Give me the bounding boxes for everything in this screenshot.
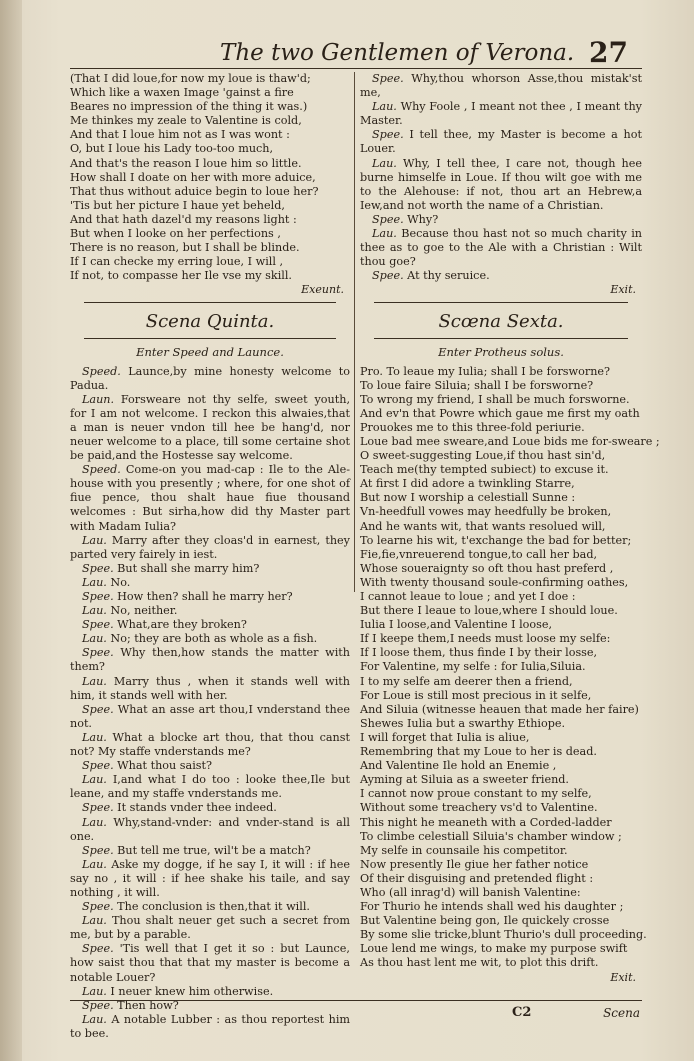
speaker-prefix: Lau. — [82, 773, 107, 787]
right-exit-2: Exit. — [610, 970, 636, 984]
speaker-prefix: Spee. — [82, 942, 114, 956]
left-column — [70, 72, 350, 1040]
speaker-prefix: Lau. — [82, 984, 107, 998]
verse-line: Teach me(thy tempted subiect) to excuse it. — [360, 463, 609, 477]
speaker-prefix: Lau. — [82, 632, 107, 646]
speaker-prefix: Spee. — [82, 590, 114, 603]
verse-line: If I can checke my erring loue, I will , — [70, 255, 284, 269]
speech — [70, 773, 350, 801]
verse-line: To learne his wit, t'exchange the bad for better; — [360, 533, 632, 547]
left-exit: Exeunt. — [301, 283, 344, 297]
verse-line: But when I looke on her perfections , — [70, 227, 281, 241]
speaker-prefix: Spee. — [82, 561, 114, 575]
speech — [360, 72, 642, 100]
verse-line: Without some treachery vs'd to Valentine. — [360, 801, 598, 815]
speech — [70, 844, 350, 858]
verse-line: For Valentine, my selfe : for Iulia,Siluia. — [360, 660, 586, 674]
speech-text: Come-on you mad-cap : Ile to the Ale-house with you presently ; where, for one shot of fiue pence, thou shalt haue fiue thousand welcomes : But sirha,how did thy Master part with Madam Iulia? — [70, 463, 350, 533]
speech — [70, 646, 350, 674]
speech-text: Aske my dogge, if he say I, it will : if hee say no , it will : if hee shake his taile, and say nothing , it will. — [70, 857, 350, 899]
speaker-prefix: Spee. — [82, 618, 114, 632]
speech-text: Launce,by mine honesty welcome to Padua. — [70, 364, 350, 392]
speech — [70, 731, 350, 759]
speaker-prefix: Lau. — [82, 575, 107, 589]
verse-line: I to my selfe am deerer then a friend, — [360, 674, 573, 688]
speech-text: No, neither. — [106, 604, 178, 618]
speech-text: Forsweare not thy selfe, sweet youth, for I am not welcome. I reckon this alwaies,that a man is neuer vndon till hee be hang'd, nor neuer welcome to a place, till some certaine shot be paid,and the Hostesse say welcome. — [70, 392, 350, 463]
verse-line: Me thinkes my zeale to Valentine is cold, — [70, 114, 302, 128]
speaker-prefix: Lau. — [82, 1012, 107, 1026]
verse-line: Ayming at Siluia as a sweeter friend. — [360, 773, 569, 787]
speech — [70, 1013, 350, 1041]
speech-text: Why Foole , I meant not thee , I meant thy Master. — [360, 100, 642, 128]
speech — [70, 900, 350, 914]
speech-text: 'Tis well that I get it so : but Launce, how saist thou that that my master is become a notable Louer? — [70, 942, 350, 984]
verse-line: Who (all inrag'd) will banish Valentine: — [360, 885, 581, 899]
speech — [360, 100, 642, 128]
speech — [360, 128, 642, 156]
speaker-prefix: Lau. — [372, 100, 397, 114]
speech-text: What,are they broken? — [113, 618, 247, 632]
speaker-prefix: Lau. — [372, 227, 397, 241]
speech — [70, 618, 350, 632]
left-prose — [70, 365, 350, 1042]
right-verse — [360, 364, 660, 971]
right-prose — [360, 72, 642, 283]
verse-line: Now presently Ile giue her father notice — [360, 857, 589, 871]
speech-text: The conclusion is then,that it will. — [113, 900, 310, 914]
speech — [70, 703, 350, 731]
verse-line: Loue lend me wings, to make my purpose swift — [360, 942, 628, 956]
speech-text: Then how? — [113, 998, 179, 1012]
speech — [70, 675, 350, 703]
running-header — [70, 38, 640, 72]
speech — [360, 227, 642, 269]
header-title: The two Gentlemen of Verona. — [220, 40, 575, 66]
speech-text: Why, I tell thee, I care not, though hee burne himselfe in Loue. If thou wilt goe with me to the Alehouse: if not, thou art an Hebrew,a Iew,and not worth the name of a Christian. — [360, 156, 642, 212]
right-column — [360, 72, 660, 1002]
speaker-prefix: Speed. — [82, 463, 121, 477]
speech — [70, 801, 350, 815]
speech — [70, 759, 350, 773]
verse-line: Remembring that my Loue to her is dead. — [360, 745, 597, 759]
verse-line: Pro. To leaue my Iulia; shall I be forsworne? — [360, 364, 611, 378]
header-rule — [70, 68, 642, 69]
verse-line: Whose soueraignty so oft thou hast preferd , — [360, 561, 614, 575]
speech — [360, 157, 642, 213]
speech — [70, 393, 350, 463]
speech — [70, 985, 350, 999]
speech — [70, 576, 350, 590]
speaker-prefix: Lau. — [82, 815, 107, 829]
scene-title-sexta: Scœna Sexta. — [438, 310, 564, 332]
verse-line: By some slie tricke,blunt Thurio's dull proceeding. — [360, 928, 647, 942]
speech-text: Why then,how stands the matter with them? — [70, 646, 350, 674]
speaker-prefix: Spee. — [372, 72, 404, 85]
speaker-prefix: Spee. — [372, 212, 404, 226]
stage-direction: Enter Speed and Launce. — [136, 344, 284, 359]
speech-text: What thou saist? — [113, 759, 213, 773]
verse-line: And he wants wit, that wants resolued will, — [360, 519, 606, 533]
verse-line: I cannot now proue constant to my selfe, — [360, 787, 592, 801]
speech-text: Why,thou whorson Asse,thou mistak'st me, — [360, 72, 642, 100]
speech-text: I tell thee, my Master is become a hot Louer. — [360, 128, 642, 156]
left-verse — [70, 72, 350, 283]
speaker-prefix: Laun. — [82, 392, 115, 406]
speech-text: Thou shalt neuer get such a secret from me, but by a parable. — [70, 914, 350, 942]
verse-line: As thou hast lent me wit, to plot this drift. — [360, 956, 599, 970]
verse-line: Loue bad mee sweare,and Loue bids me for-sweare ; — [360, 434, 660, 448]
verse-line: I will forget that Iulia is aliue, — [360, 730, 530, 744]
speaker-prefix: Spee. — [372, 269, 404, 283]
verse-line: But there I leaue to loue,where I should loue. — [360, 604, 618, 618]
speaker-prefix: Lau. — [82, 674, 107, 688]
speech-text: But tell me true, wil't be a match? — [113, 843, 311, 857]
verse-line: My selfe in counsaile his competitor. — [360, 843, 568, 857]
verse-line: With twenty thousand soule-confirming oathes, — [360, 575, 629, 589]
verse-line: Which like a waxen Image 'gainst a fire — [70, 86, 294, 100]
speech-text: I,and what I do too : looke thee,Ile but leane, and my staffe vnderstands me. — [70, 773, 350, 801]
speaker-prefix: Lau. — [82, 730, 107, 744]
scene-rule — [374, 338, 628, 339]
speech — [70, 534, 350, 562]
verse-line: To loue faire Siluia; shall I be forsworne? — [360, 378, 594, 392]
speaker-prefix: Spee. — [82, 759, 114, 773]
verse-line: For Thurio he intends shall wed his daughter ; — [360, 900, 624, 914]
speech-text: It stands vnder thee indeed. — [113, 801, 277, 815]
speech-text: I neuer knew him otherwise. — [106, 984, 274, 998]
verse-line: 'Tis but her picture I haue yet beheld, — [70, 198, 285, 212]
speaker-prefix: Lau. — [82, 914, 107, 928]
page-number: 27 — [589, 36, 628, 69]
speech — [70, 604, 350, 618]
verse-line: And that hath dazel'd my reasons light : — [70, 212, 297, 226]
signature-mark: C2 — [512, 1005, 532, 1020]
scene-rule — [84, 302, 336, 303]
verse-line: Vn-heedfull vowes may heedfully be broken, — [360, 505, 612, 519]
speech-text: No. — [106, 575, 131, 589]
verse-line: And Valentine Ile hold an Enemie , — [360, 759, 557, 773]
speech — [70, 858, 350, 900]
speaker-prefix: Lau. — [372, 156, 397, 170]
verse-line: O, but I loue his Lady too-too much, — [70, 142, 274, 156]
verse-line: This night he meaneth with a Corded-ladder — [360, 815, 612, 829]
speech — [70, 816, 350, 844]
verse-line: There is no reason, but I shall be blinde. — [70, 241, 300, 255]
speaker-prefix: Spee. — [82, 801, 114, 815]
speech — [70, 562, 350, 576]
speaker-prefix: Spee. — [82, 702, 114, 716]
verse-line: And that's the reason I loue him so little. — [70, 156, 302, 170]
speech-text: Why? — [403, 212, 439, 226]
speaker-prefix: Spee. — [82, 998, 114, 1012]
verse-line: And ev'n that Powre which gaue me first my oath — [360, 406, 640, 420]
verse-line: Prouokes me to this three-fold periurie. — [360, 420, 585, 434]
speaker-prefix: Lau. — [82, 604, 107, 618]
speaker-prefix: Speed. — [82, 364, 121, 378]
speaker-prefix: Spee. — [82, 900, 114, 914]
right-exit-1: Exit. — [610, 283, 636, 297]
speech-text: At thy seruice. — [403, 269, 490, 283]
verse-line: If I loose them, thus finde I by their losse, — [360, 646, 598, 660]
verse-line: But now I worship a celestiall Sunne : — [360, 491, 576, 505]
speech-text: Marry thus , when it stands well with him, it stands well with her. — [70, 674, 350, 702]
verse-line: And Siluia (witnesse heauen that made her faire) — [360, 702, 639, 716]
scene-rule — [84, 338, 336, 339]
speech-text: What an asse art thou,I vnderstand thee not. — [70, 702, 350, 730]
verse-line: Iulia I loose,and Valentine I loose, — [360, 618, 553, 632]
verse-line: And that I loue him not as I was wont : — [70, 128, 290, 142]
verse-line: I cannot leaue to loue ; and yet I doe : — [360, 590, 576, 603]
speaker-prefix: Lau. — [82, 533, 107, 547]
speech — [70, 914, 350, 942]
verse-line: If I keepe them,I needs must loose my selfe: — [360, 632, 611, 646]
speech — [70, 942, 350, 984]
speech-text: A notable Lubber : as thou reportest him to bee. — [70, 1012, 350, 1040]
page-gutter — [0, 0, 22, 1061]
stage-direction: Enter Protheus solus. — [438, 344, 564, 359]
speech — [70, 632, 350, 646]
speech — [70, 463, 350, 533]
verse-line: To climbe celestiall Siluia's chamber window ; — [360, 829, 622, 843]
speech-text: What a blocke art thou, that thou canst not? My staffe vnderstands me? — [70, 730, 350, 759]
verse-line: Beares no impression of the thing it was.) — [70, 100, 308, 114]
speech-text: Because thou hast not so much charity in thee as to goe to the Ale with a Christian : Wilt thou goe? — [360, 227, 642, 269]
speaker-prefix: Spee. — [82, 843, 114, 857]
column-divider — [354, 72, 355, 592]
speaker-prefix: Lau. — [82, 857, 107, 871]
verse-line: At first I did adore a twinkling Starre, — [360, 477, 575, 491]
verse-line: But Valentine being gon, Ile quickely crosse — [360, 914, 610, 928]
speech-text: Why,stand-vnder: and vnder-stand is all one. — [70, 815, 350, 843]
scene-title-quinta: Scena Quinta. — [145, 310, 275, 332]
speech — [70, 365, 350, 393]
speech-text: How then? shall he marry her? — [113, 590, 293, 603]
speech — [360, 213, 642, 227]
verse-line: That thus without aduice begin to loue her? — [70, 184, 319, 198]
speech — [360, 269, 642, 283]
speaker-prefix: Spee. — [372, 128, 404, 142]
scene-rule — [374, 302, 628, 303]
speech-text: But shall she marry him? — [113, 561, 260, 575]
speech — [70, 590, 350, 604]
speech-text: No; they are both as whole as a fish. — [106, 632, 318, 646]
footer-rule — [70, 1000, 642, 1001]
verse-line: To wrong my friend, I shall be much forsworne. — [360, 392, 630, 406]
verse-line: (That I did loue,for now my loue is thaw'd; — [70, 72, 311, 85]
speaker-prefix: Spee. — [82, 646, 114, 660]
verse-line: How shall I doate on her with more aduice, — [70, 170, 316, 184]
verse-line: Of their disguising and pretended flight : — [360, 871, 594, 885]
catchword: Scena — [603, 1006, 640, 1020]
speech-text: Marry after they cloas'd in earnest, they parted very fairely in iest. — [70, 533, 350, 561]
verse-line: Shewes Iulia but a swarthy Ethiope. — [360, 716, 566, 730]
verse-line: O sweet-suggesting Loue,if thou hast sin'd, — [360, 449, 606, 463]
verse-line: For Loue is still most precious in it selfe, — [360, 688, 592, 702]
verse-line: If not, to compasse her Ile vse my skill. — [70, 269, 292, 283]
verse-line: Fie,fie,vnreuerend tongue,to call her bad, — [360, 547, 598, 561]
